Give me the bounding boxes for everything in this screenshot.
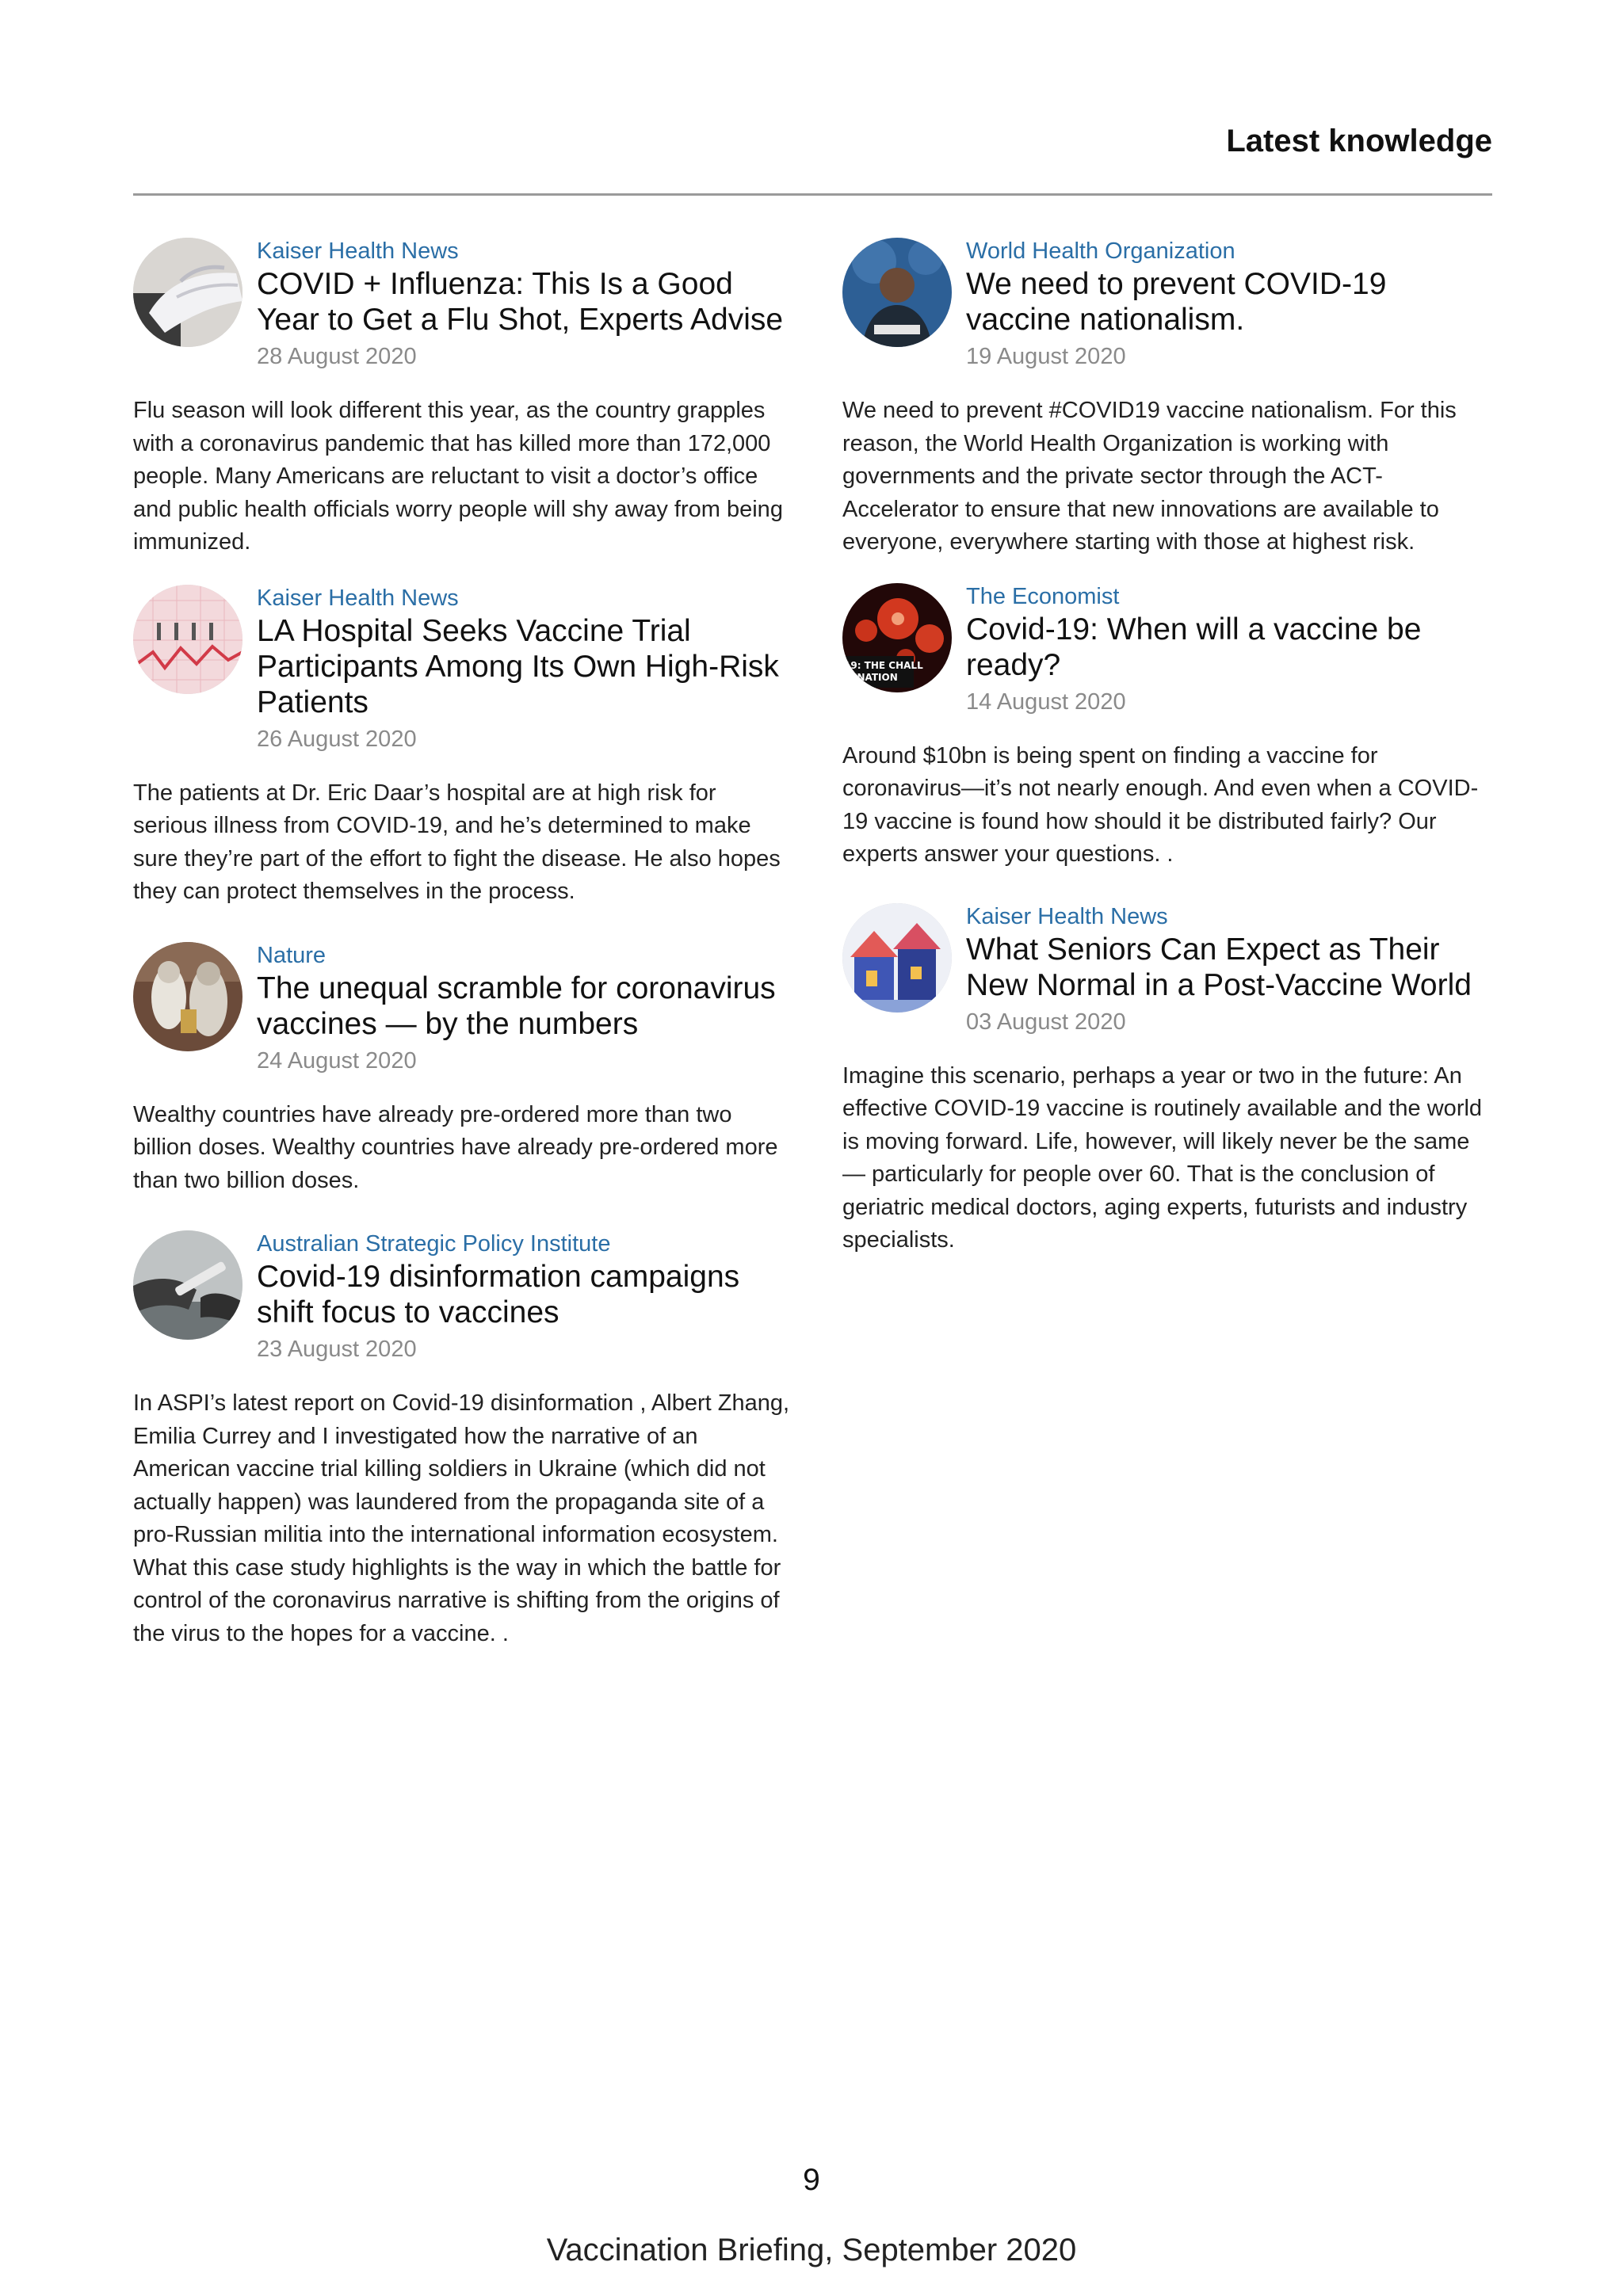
news-source[interactable]: Kaiser Health News [257, 238, 459, 264]
houses-illustration-thumbnail [842, 903, 952, 1013]
section-title: Latest knowledge [1226, 124, 1492, 158]
news-summary: The patients at Dr. Eric Daar’s hospital are at high risk for serious illness from COVID-19, and he’s determined to make sure they’re part of the effort to fight the disease. He also hopes they can protect themselves in the process. [133, 780, 781, 904]
news-source[interactable]: Kaiser Health News [966, 903, 1168, 929]
news-headline[interactable]: The unequal scramble for coronavirus vaccines — by the numbers [257, 971, 776, 1041]
news-headline[interactable]: We need to prevent COVID-19 vaccine nationalism. [966, 267, 1387, 337]
news-source[interactable]: Nature [257, 942, 327, 968]
footer-text: Vaccination Briefing, September 2020 [546, 2233, 1077, 2267]
header-rule [133, 193, 1492, 196]
news-summary: Imagine this scenario, perhaps a year or two in the future: An effective COVID-19 vaccine is routinely available and the world is moving forward. Life, however, will likely never be the same — particularly for people over 60. That is the conclusion of geriatric medical doctors, aging experts, futurists and industry specialists. [842, 1062, 1483, 1253]
thumb-caption-line: 19: THE CHALL [844, 659, 923, 671]
news-date: 19 August 2020 [966, 344, 1126, 369]
lab-workers-thumbnail [133, 942, 242, 1051]
page-number: 9 [803, 2163, 820, 2197]
news-item [133, 1229, 789, 1650]
news-headline[interactable]: COVID + Influenza: This Is a Good Year to Get a Flu Shot, Experts Advise [257, 267, 784, 337]
news-source[interactable]: The Economist [966, 583, 1120, 609]
news-summary: In ASPI’s latest report on Covid-19 disinformation , Albert Zhang, Emilia Currey and I investigated how the narrative of an American vaccine trial killing soldiers in Ukraine (which did not actually happen) was laundered from the propaganda site of a pro-Russian militia into the international information ecosystem. What this case study highlights is the way in which the battle for control of the coronavirus narrative is shifting from the origins of the virus to the hopes for a vaccine. . [133, 1390, 790, 1646]
virus-particles-thumbnail [842, 583, 952, 692]
news-source[interactable]: Kaiser Health News [257, 585, 459, 611]
right-column [842, 236, 1499, 1284]
news-item [842, 582, 1499, 871]
left-column [133, 236, 789, 1677]
syringes-chart-thumbnail [133, 585, 242, 694]
who-speaker-thumbnail [842, 238, 952, 347]
news-date: 28 August 2020 [257, 344, 417, 369]
news-summary: We need to prevent #COVID19 vaccine nationalism. For this reason, the World Health Organization is working with governments and the private sector through the ACT-Accelerator to ensure that new innovations are available to everyone, everywhere starting with those at highest risk. [842, 398, 1457, 555]
news-item [133, 940, 789, 1198]
news-date: 14 August 2020 [966, 688, 1126, 715]
vaccine-syringe-thumbnail [133, 1230, 242, 1340]
news-headline[interactable]: Covid-19: When will a vaccine be ready? [966, 612, 1422, 682]
news-item [133, 583, 789, 909]
news-date: 26 August 2020 [257, 726, 417, 752]
news-summary: Around $10bn is being spent on finding a vaccine for coronavirus—it’s not nearly enough. And even when a COVID-19 vaccine is found how should it be distributed fairly? Our experts answer your questions. . [842, 742, 1479, 867]
news-date: 23 August 2020 [257, 1337, 417, 1362]
news-summary: Flu season will look different this year, as the country grapples with a coronavirus pandemic that has killed more than 172,000 people. Many Americans are reluctant to visit a doctor’s office and public health officials worry people will shy away from being immunized. [133, 398, 783, 555]
news-item [842, 902, 1499, 1257]
news-item [133, 236, 789, 559]
news-summary: Wealthy countries have already pre-ordered more than two billion doses. Wealthy countries have already pre-ordered more than two billion doses. [133, 1101, 778, 1193]
thumb-caption-line: INATION [854, 671, 898, 683]
news-date: 03 August 2020 [966, 1009, 1126, 1035]
news-headline[interactable]: LA Hospital Seeks Vaccine Trial Participants Among Its Own High-Risk Patients [257, 613, 779, 719]
gloved-hand-thumbnail [133, 238, 242, 347]
news-source[interactable]: Australian Strategic Policy Institute [257, 1231, 611, 1257]
news-source[interactable]: World Health Organization [966, 238, 1235, 264]
news-headline[interactable]: What Seniors Can Expect as Their New Normal in a Post-Vaccine World [966, 932, 1472, 1002]
news-date: 24 August 2020 [257, 1047, 417, 1074]
news-headline[interactable]: Covid-19 disinformation campaigns shift focus to vaccines [257, 1260, 740, 1329]
news-item [842, 236, 1499, 559]
